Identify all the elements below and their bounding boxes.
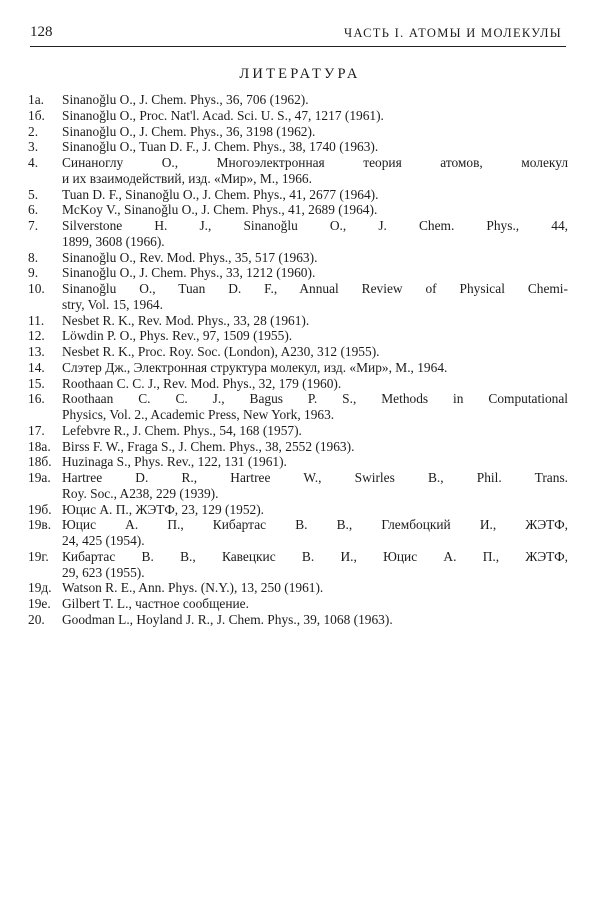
reference-text-continuation: и их взаимодействий, изд. «Мир», М., 1966. [62,170,312,186]
reference-list [28,92,568,628]
reference-text: Слэтер Дж., Электронная структура молекул, изд. «Мир», М., 1964. [62,359,448,375]
reference-text: Huzinaga S., Phys. Rev., 122, 131 (1961). [62,454,287,470]
reference-number: 18б. [28,454,52,470]
reference-item [28,92,568,108]
reference-item [28,549,568,581]
reference-text: Nesbet R. K., Proc. Roy. Soc. (London), A230, 312 (1955). [62,344,380,359]
reference-item [28,360,568,376]
reference-item [28,423,568,439]
reference-number: 2. [28,123,39,139]
reference-item [28,344,568,360]
section-title: ЛИТЕРАТУРА [239,66,361,82]
reference-number: 1а. [28,92,44,107]
reference-text: Gilbert T. L., частное сообщение. [62,596,249,611]
running-header [30,22,566,46]
reference-item [28,281,568,313]
reference-text: Юцис А. П., ЖЭТФ, 23, 129 (1952). [62,501,265,517]
reference-text: Sinanoğlu O., Tuan D. F., Annual Review of Physical Chemi- [62,281,568,296]
reference-item [28,218,568,250]
header-rule [30,46,566,47]
reference-item [28,250,568,266]
reference-item [28,612,568,628]
reference-text: Sinanoğlu O., J. Chem. Phys., 36, 706 (1962). [62,92,309,107]
reference-item [28,124,568,140]
reference-text-continuation: stry, Vol. 15, 1964. [62,296,163,312]
reference-number: 5. [28,186,39,202]
reference-text: Sinanoğlu O., Tuan D. F., J. Chem. Phys., 38, 1740 (1963). [62,139,379,155]
reference-item [28,470,568,502]
reference-text: Sinanoğlu O., Rev. Mod. Phys., 35, 517 (1963). [62,249,318,265]
reference-number: 17. [28,422,45,438]
reference-number: 20. [28,611,45,627]
reference-item [28,155,568,187]
reference-text: Goodman L., Hoyland J. R., J. Chem. Phys., 39, 1068 (1963). [62,611,393,627]
reference-item [28,376,568,392]
reference-number: 7. [28,218,39,233]
reference-item [28,454,568,470]
reference-item [28,265,568,281]
reference-number: 6. [28,202,39,218]
reference-item [28,313,568,329]
reference-text: Sinanoğlu O., J. Chem. Phys., 36, 3198 (1962). [62,123,316,139]
reference-text-continuation: 24, 425 (1954). [62,533,145,548]
reference-text: Roothaan C. C. J., Rev. Mod. Phys., 32, 179 (1960). [62,375,342,391]
reference-number: 19е. [28,596,51,611]
reference-item [28,108,568,124]
reference-item [28,202,568,218]
reference-number: 16. [28,391,45,407]
reference-number: 8. [28,249,39,265]
reference-text: Silverstone H. J., Sinanoğlu O., J. Chem. Phys., 44, [62,218,568,233]
page-number: 128 [30,24,53,40]
reference-text: Tuan D. F., Sinanoğlu O., J. Chem. Phys., 41, 2677 (1964). [62,186,379,202]
reference-item [28,517,568,549]
reference-text: Юцис А. П., Кибартас В. В., Глембоцкий И., ЖЭТФ, [62,517,568,533]
reference-item [28,187,568,203]
reference-text: Nesbet R. K., Rev. Mod. Phys., 33, 28 (1961). [62,312,310,328]
reference-item [28,580,568,596]
reference-text: Birss F. W., Fraga S., J. Chem. Phys., 38, 2552 (1963). [62,438,355,454]
reference-number: 1б. [28,107,45,123]
reference-item [28,502,568,518]
reference-item [28,596,568,612]
reference-number: 18а. [28,438,51,454]
reference-text: Lefebvre R., J. Chem. Phys., 54, 168 (1957). [62,422,302,438]
reference-number: 19в. [28,517,52,533]
reference-text: Кибартас В. В., Кавецкис В. И., Юцис А. П., ЖЭТФ, [62,548,568,564]
reference-item [28,391,568,423]
reference-text: Roothaan C. C. J., Bagus P. S., Methods in Computational [62,391,568,407]
reference-number: 19а. [28,470,51,485]
reference-number: 15. [28,375,45,391]
reference-number: 10. [28,281,45,296]
reference-text-continuation: 29, 623 (1955). [62,564,145,580]
reference-number: 14. [28,359,45,375]
reference-text: Sinanoğlu O., J. Chem. Phys., 33, 1212 (1960). [62,265,316,281]
reference-text-continuation: Roy. Soc., A238, 229 (1939). [62,485,219,501]
reference-number: 4. [28,155,39,170]
reference-number: 12. [28,328,45,344]
reference-number: 19г. [28,548,49,564]
reference-number: 19б. [28,501,52,517]
reference-text: Watson R. E., Ann. Phys. (N.Y.), 13, 250 (1961). [62,580,324,596]
reference-text-continuation: 1899, 3608 (1966). [62,233,165,249]
reference-number: 19д. [28,580,52,596]
reference-text: Löwdin P. O., Phys. Rev., 97, 1509 (1955). [62,328,293,344]
reference-text-continuation: Physics, Vol. 2., Academic Press, New York, 1963. [62,407,335,422]
reference-number: 9. [28,265,39,281]
reference-text: McKoy V., Sinanoğlu O., J. Chem. Phys., 41, 2689 (1964). [62,202,378,218]
reference-text: Hartree D. R., Hartree W., Swirles B., Phil. Trans. [62,470,568,485]
reference-text: Синаноглу О., Многоэлектронная теория атомов, молекул [62,155,568,170]
running-title: ЧАСТЬ I. АТОМЫ И МОЛЕКУЛЫ [344,26,562,40]
reference-number: 3. [28,139,39,155]
reference-item [28,328,568,344]
reference-item [28,139,568,155]
reference-number: 11. [28,312,45,328]
reference-text: Sinanoğlu O., Proc. Nat'l. Acad. Sci. U. S., 47, 1217 (1961). [62,107,384,123]
reference-item [28,439,568,455]
reference-number: 13. [28,344,45,359]
